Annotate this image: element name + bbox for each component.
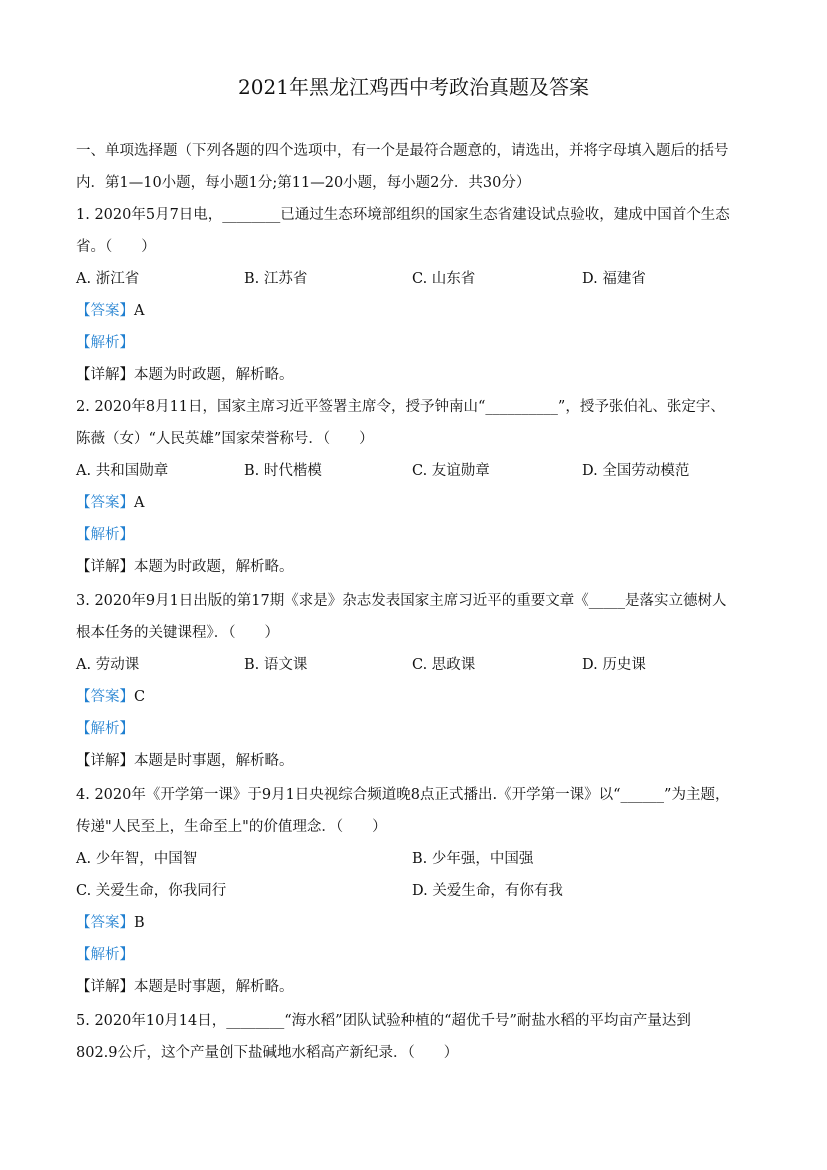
question-4-line-2: 传递"人民至上，生命至上"的价值理念．（ ）: [76, 819, 387, 835]
question-3-analysis: [76, 718, 134, 740]
question-3-answer: [76, 686, 145, 708]
detail-text: 本题为时政题，解析略。: [134, 559, 294, 575]
analysis-label: 【解析】: [76, 721, 134, 737]
question-3-option-d: D. 历史课: [582, 657, 646, 673]
question-4-option-c: C. 关爱生命，你我同行: [76, 883, 227, 899]
question-5-line-1: 5. 2020年10月14日，________“海水稻”团队试验种植的“超优千号”耐盐水稻的平均亩产量达到: [76, 1013, 691, 1029]
question-2-option-c: C. 友谊勋章: [412, 463, 490, 479]
answer-label: 【答案】: [76, 303, 134, 319]
question-4-line-1: 4. 2020年《开学第一课》于9月1日央视综合频道晚8点正式播出.《开学第一课》以“______”为主题，: [76, 787, 730, 803]
answer-label: 【答案】: [76, 495, 134, 511]
question-3-option-c: C. 思政课: [412, 657, 476, 673]
question-1-option-d: D. 福建省: [582, 271, 646, 287]
page-title: 2021年黑龙江鸡西中考政治真题及答案: [238, 75, 589, 99]
question-3-line-1: 3. 2020年9月1日出版的第17期《求是》杂志发表国家主席习近平的重要文章《_____是落实立德树人: [76, 593, 727, 609]
question-4-answer: [76, 912, 145, 934]
question-4-detail: [76, 976, 294, 998]
question-3-detail: [76, 750, 294, 772]
question-2-option-a: A. 共和国勋章: [76, 463, 169, 479]
question-4-analysis: [76, 944, 134, 966]
answer-label: 【答案】: [76, 689, 134, 705]
analysis-label: 【解析】: [76, 335, 134, 351]
answer-label: 【答案】: [76, 915, 134, 931]
question-5-line-2: 802.9公斤，这个产量创下盐碱地水稻高产新纪录．（ ）: [76, 1045, 459, 1061]
detail-label: 【详解】: [76, 979, 134, 995]
question-2-answer: [76, 492, 144, 514]
question-1-answer: [76, 300, 144, 322]
question-4-option-d: D. 关爱生命，有你有我: [412, 883, 563, 899]
question-4-option-b: B. 少年强，中国强: [412, 851, 534, 867]
detail-label: 【详解】: [76, 559, 134, 575]
detail-label: 【详解】: [76, 367, 134, 383]
question-4-option-a: A. 少年智，中国智: [76, 851, 198, 867]
question-2-line-2: 陈薇（女）“人民英雄”国家荣誉称号．（ ）: [76, 431, 374, 447]
question-2-option-d: D. 全国劳动模范: [582, 463, 690, 479]
analysis-label: 【解析】: [76, 947, 134, 963]
question-3-line-2: 根本任务的关键课程》．（ ）: [76, 625, 279, 641]
analysis-label: 【解析】: [76, 527, 134, 543]
question-1-option-b: B. 江苏省: [244, 271, 308, 287]
question-3-option-a: A. 劳动课: [76, 657, 140, 673]
question-1-option-a: A. 浙江省: [76, 271, 140, 287]
detail-text: 本题为时政题，解析略。: [134, 367, 294, 383]
answer-value: A: [134, 495, 145, 511]
question-2-detail: [76, 556, 294, 578]
question-3-option-b: B. 语文课: [244, 657, 308, 673]
detail-text: 本题是时事题，解析略。: [134, 979, 294, 995]
question-2-analysis: [76, 524, 134, 546]
question-2-option-b: B. 时代楷模: [244, 463, 322, 479]
question-2-line-1: 2. 2020年8月11日，国家主席习近平签署主席令，授予钟南山“__________”，授予张伯礼、张定宇、: [76, 399, 725, 415]
question-1-option-c: C. 山东省: [412, 271, 476, 287]
answer-value: A: [134, 303, 145, 319]
answer-value: B: [134, 915, 145, 931]
question-1-line-1: 1. 2020年5月7日电，________已通过生态环境部组织的国家生态省建设试点验收，建成中国首个生态: [76, 207, 730, 223]
question-1-detail: [76, 364, 294, 386]
answer-value: C: [134, 689, 146, 705]
detail-text: 本题是时事题，解析略。: [134, 753, 294, 769]
detail-label: 【详解】: [76, 753, 134, 769]
question-1-analysis: [76, 332, 134, 354]
section-instruction-line-2: 内．第1—10小题，每小题1分;第11—20小题，每小题2分．共30分）: [76, 175, 531, 191]
question-1-line-2: 省。（ ）: [76, 239, 156, 255]
section-instruction-line-1: 一、单项选择题（下列各题的四个选项中，有一个是最符合题意的，请选出，并将字母填入题后的括号: [76, 143, 729, 159]
